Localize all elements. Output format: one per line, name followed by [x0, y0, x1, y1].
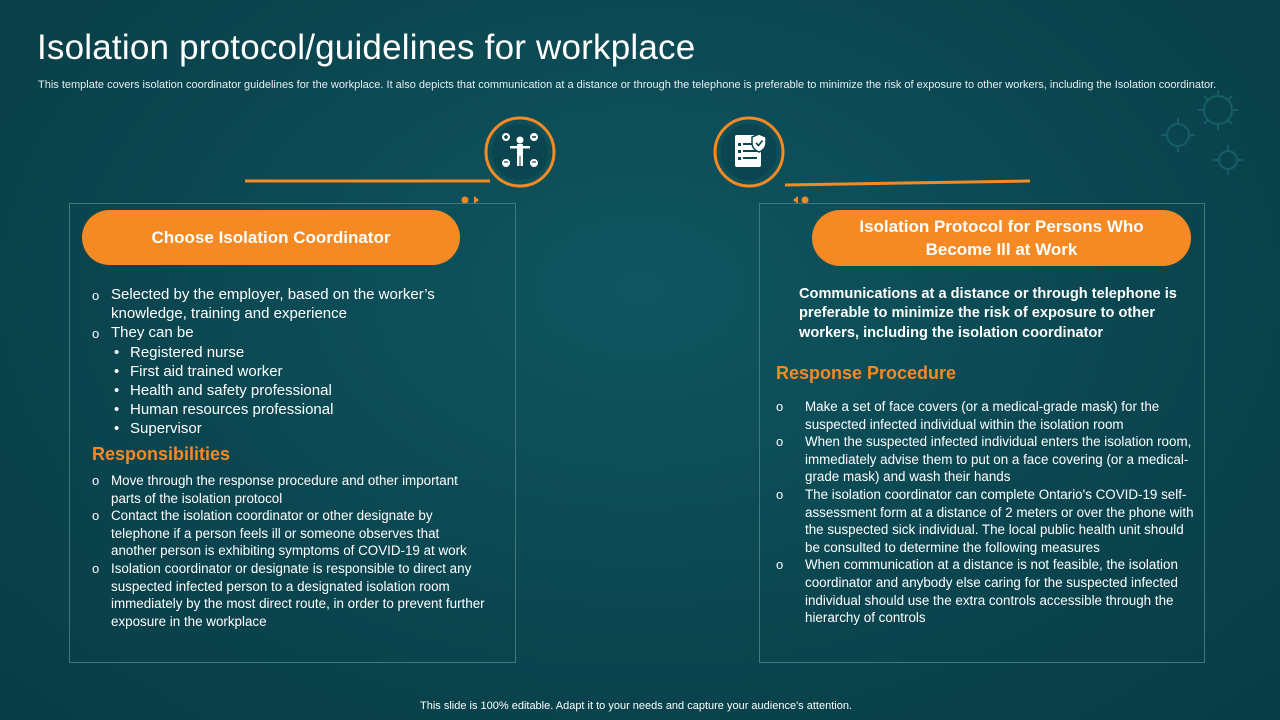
responsibilities-list: [92, 472, 487, 630]
list-item: o Contact the isolation coordinator or other designate by telephone if a person feels ill or someone observes that another person is exhibiting symptoms of COVID-19 at work: [92, 507, 487, 560]
list-item: [92, 323, 492, 438]
protocol-intro: Communications at a distance or through telephone is preferable to minimize the risk of exposure to other workers, including the isolation coordinator: [799, 286, 1177, 341]
role-item: • Registered nurse: [111, 343, 492, 362]
connector-decoration: [240, 112, 1040, 212]
role-item: • First aid trained worker: [111, 362, 492, 381]
role-item: • Human resources professional: [111, 400, 492, 419]
response-procedure-heading: Response Procedure: [776, 363, 957, 383]
virus-icon: [1140, 80, 1250, 190]
list-item: o Move through the response procedure and other important parts of the isolation protocol: [92, 472, 487, 507]
list-item-text: They can be: [111, 324, 194, 342]
list-item: o When the suspected infected individual enters the isolation room, immediately advise them to put on a face covering (or a medical-grade mask) and wash their hands: [776, 433, 1194, 486]
list-item: o The isolation coordinator can complete Ontario's COVID-19 self-assessment form at a distance of 2 meters or over the phone with the suspected sick individual. The local public health unit should be consulted to determine the following measures: [776, 486, 1194, 556]
role-item: • Supervisor: [111, 419, 492, 438]
coordinator-criteria-list: [92, 285, 492, 439]
responsibilities-heading: Responsibilities: [92, 444, 231, 464]
page-subtitle: This template covers isolation coordinator guidelines for the workplace. It also depicts that communication at a distance or through the telephone is preferable to minimize the risk of exposure to other workers, including the Isolation coordinator.: [38, 79, 1217, 91]
list-item: o Isolation coordinator or designate is responsible to direct any suspected infected person to a designated isolation room immediately by the most direct route, in order to prevent further exposure in the workplace: [92, 560, 487, 630]
roles-list: [111, 343, 492, 439]
protocol-heading: Isolation Protocol for Persons Who Become Ill at Work: [812, 210, 1191, 266]
list-item: o Make a set of face covers (or a medical-grade mask) for the suspected infected individual within the isolation room: [776, 398, 1194, 433]
list-item: o When communication at a distance is not feasible, the isolation coordinator and anybody else caring for the suspected infected individual should use the extra controls accessible through the hierarchy of controls: [776, 556, 1194, 626]
choose-coordinator-heading: Choose Isolation Coordinator: [82, 210, 460, 265]
coordinator-icon: [498, 130, 542, 174]
checklist-shield-icon: [729, 131, 769, 171]
role-item: • Health and safety professional: [111, 381, 492, 400]
procedure-list: [776, 398, 1194, 627]
footer-note: This slide is 100% editable. Adapt it to your needs and capture your audience's attention.: [420, 700, 852, 712]
list-item: o Selected by the employer, based on the worker’s knowledge, training and experience: [92, 285, 492, 323]
page-title: Isolation protocol/guidelines for workplace: [37, 28, 696, 67]
